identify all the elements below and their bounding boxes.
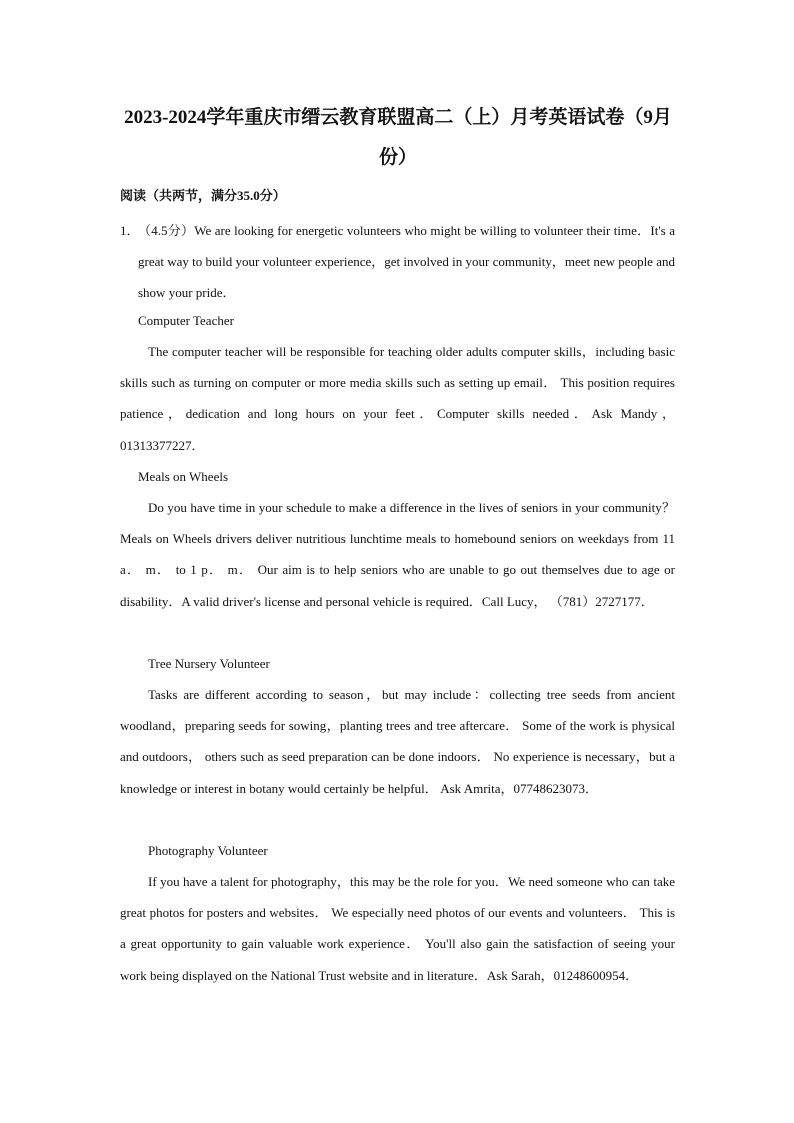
question-text: （4.5分）We are looking for energetic volunteers who might be willing to volunteer their time．It's a great way to build your volunteer experience，get involved in your community，meet new people and show your pride． — [138, 223, 675, 300]
section-heading: 阅读（共两节，满分35.0分） — [120, 188, 286, 203]
entry-body-computer-teacher: The computer teacher will be responsible for teaching older adults computer skills，including basic skills such as turning on computer or more media skills such as setting up email． This position requires patience，dedication and long hours on your feet．Computer skills needed．Ask Mandy，01313377227． — [120, 344, 675, 453]
entry-heading-tree-nursery: Tree Nursery Volunteer — [148, 656, 270, 671]
entry-heading-computer-teacher: Computer Teacher — [138, 313, 234, 328]
question-number: 1． — [120, 223, 140, 238]
entry-heading-meals-on-wheels: Meals on Wheels — [138, 469, 229, 484]
question-intro — [120, 215, 675, 308]
entry-body-meals-on-wheels: Do you have time in your schedule to make a difference in the lives of seniors in your community？Meals on Wheels drivers deliver nutritious lunchtime meals to homebound seniors on weekdays from 11 a． m． to 1 p． m． Our aim is to help seniors who are unable to go out themselves due to age or disability．A valid driver's license and personal vehicle is required．Call Lucy， （781）2727177． — [120, 500, 675, 609]
page-title: 2023-2024学年重庆市缙云教育联盟高二（上）月考英语试卷（9月份） — [124, 107, 672, 168]
entry-body-tree-nursery: Tasks are different according to season，but may include：collecting tree seeds from ancient woodland，preparing seeds for sowing，planting trees and tree aftercare． Some of the work is physical and outdoors， others such as seed preparation can be done indoors． No experience is necessary，but a knowledge or interest in botany would certainly be helpful． Ask Amrita，07748623073． — [120, 687, 675, 796]
entry-body-photography: If you have a talent for photography，this may be the role for you．We need someone who can take great photos for posters and websites． We especially need photos of our events and volunteers． This is a great opportunity to gain valuable work experience． You'll also gain the satisfaction of seeing your work being displayed on the National Trust website and in literature．Ask Sarah，01248600954． — [120, 874, 675, 983]
entry-heading-photography: Photography Volunteer — [148, 843, 268, 858]
